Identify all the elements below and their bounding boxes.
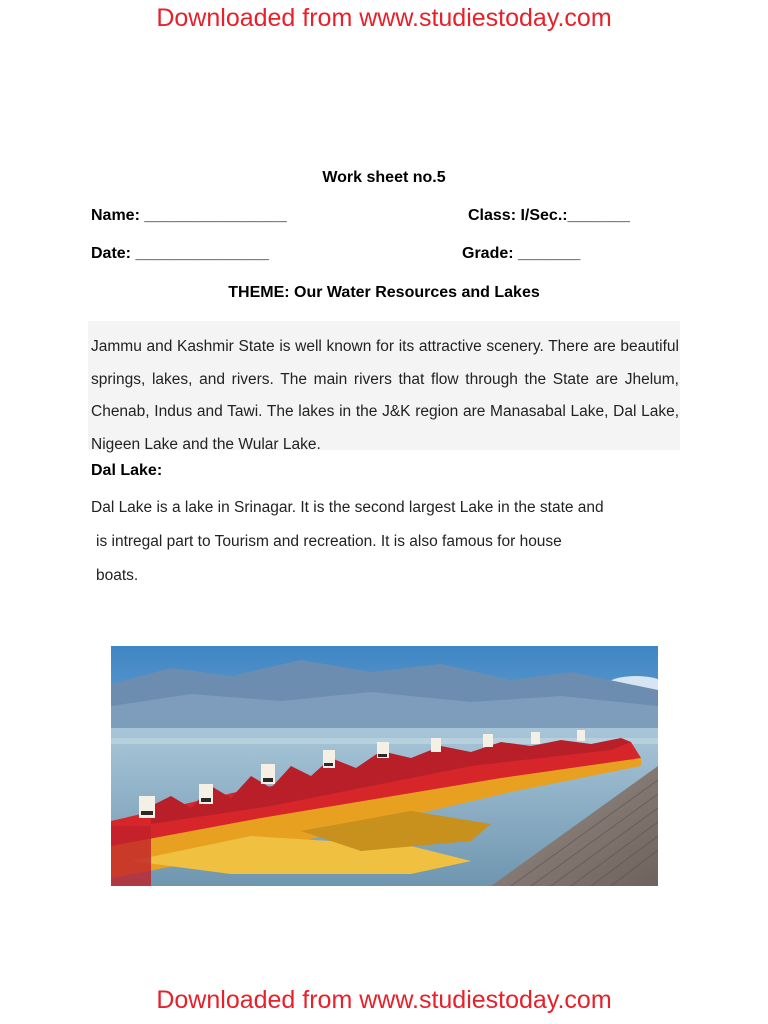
name-field: Name: ________________ — [91, 207, 287, 224]
date-field: Date: _______________ — [91, 245, 269, 262]
grade-field: Grade: _______ — [462, 245, 581, 262]
dal-lake-text-line: is intregal part to Tourism and recreation. It is also famous for house — [96, 533, 562, 550]
dal-lake-photo — [111, 646, 658, 886]
header-watermark: Downloaded from www.studiestoday.com — [156, 4, 612, 32]
dal-lake-text-line: Dal Lake is a lake in Srinagar. It is the second largest Lake in the state and — [91, 499, 604, 516]
dal-lake-heading: Dal Lake: — [91, 462, 163, 479]
theme-heading: THEME: Our Water Resources and Lakes — [228, 284, 540, 301]
class-section-field: Class: I/Sec.:_______ — [468, 207, 630, 224]
worksheet-title: Work sheet no.5 — [322, 169, 446, 186]
dal-lake-text-line: boats. — [96, 567, 139, 584]
intro-paragraph: Jammu and Kashmir State is well known for its attractive scenery. There are beautiful springs, lakes, and rivers. The main rivers that flow through the State are Jhelum, Chenab, Indus and Tawi. The lakes in the J&K region are Manasabal Lake, Dal Lake, Nigeen Lake and the Wular Lake. — [91, 338, 679, 453]
footer-watermark: Downloaded from www.studiestoday.com — [156, 986, 612, 1014]
